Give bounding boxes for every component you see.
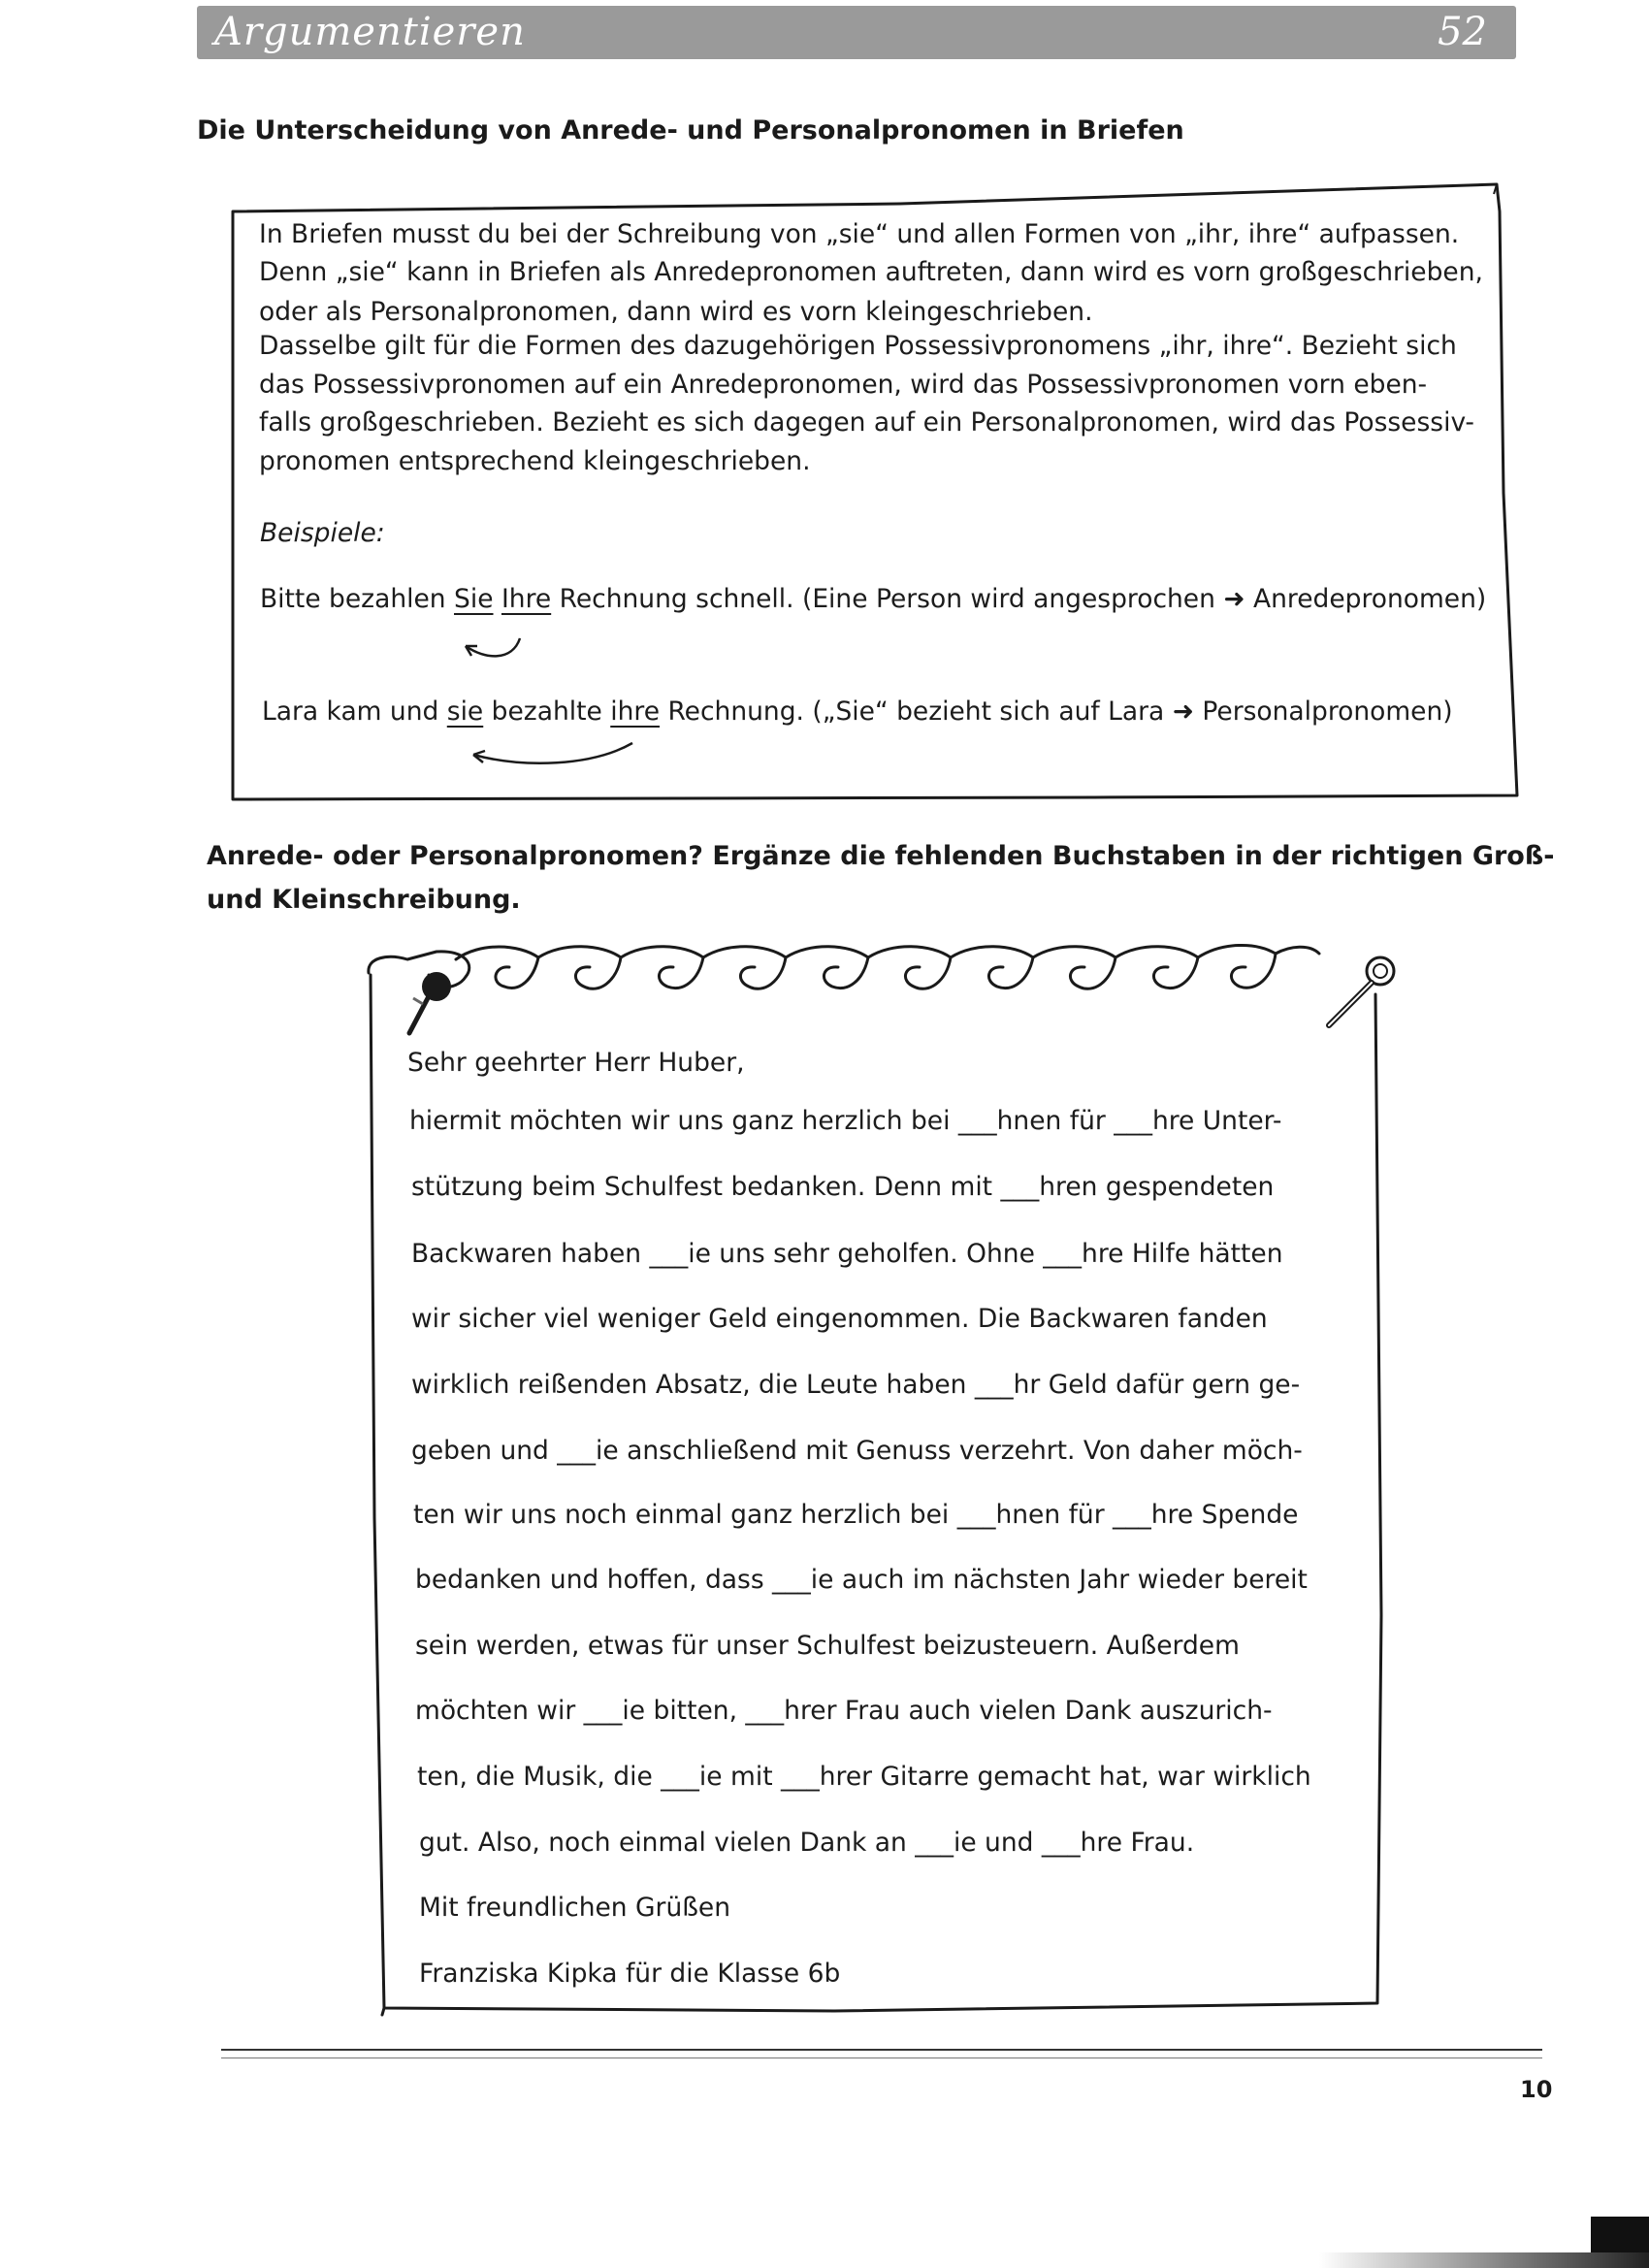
example-underlined-word: sie [446,697,484,727]
curved-arrow-icon [466,739,640,778]
example-underlined-word: Sie [454,584,494,614]
letter-line: wir sicher viel weniger Geld eingenommen. Die Backwaren fanden [411,1304,1268,1334]
examples-label: Beispiele: [260,518,385,548]
arrow-right-icon: ➜ [1172,697,1194,727]
chapter-number: 52 [1438,10,1487,54]
example-underlined-word: Ihre [501,584,552,614]
rule-line: oder als Personalpronomen, dann wird es vorn kleingeschrieben. [259,297,1093,327]
letter-line: bedanken und hoffen, dass ___ie auch im nächsten Jahr wieder bereit [415,1565,1308,1595]
footer-rule-secondary [221,2057,1542,2058]
chapter-title: Argumentieren [214,10,526,54]
example-text: bezahlte [483,697,611,727]
example-text: Rechnung schnell. (Eine Person wird angesprochen [551,584,1224,614]
lollipop-icon [1329,957,1394,1025]
letter-line: ten wir uns noch einmal ganz herzlich bei ___hnen für ___hre Spende [413,1500,1299,1530]
page-number: 10 [1520,2076,1553,2103]
letter-line: stützung beim Schulfest bedanken. Denn mit ___hren gespendeten [411,1172,1275,1202]
letter-signature: Franziska Kipka für die Klasse 6b [419,1959,841,1989]
example-sentence-1 [260,584,1486,614]
section-heading-exercise: Anrede- oder Personalpronomen? Ergänze die fehlenden Buchstaben in der richtigen Groß- [207,841,1555,871]
letter-line: gut. Also, noch einmal vielen Dank an ___ie und ___hre Frau. [419,1828,1195,1858]
example-text: Lara kam und [262,697,447,727]
letter-line: sein werden, etwas für unser Schulfest beizusteuern. Außerdem [415,1631,1240,1661]
letter-line: hiermit möchten wir uns ganz herzlich bei ___hnen für ___hre Unter- [409,1106,1282,1136]
rule-line: Denn „sie“ kann in Briefen als Anredepronomen auftreten, dann wird es vorn großgeschrieben, [259,257,1483,287]
letter-note-frame [349,936,1406,2027]
letter-line: möchten wir ___ie bitten, ___hrer Frau auch vielen Dank auszurich- [415,1696,1273,1726]
example-text: Rechnung. („Sie“ bezieht sich auf Lara [660,697,1173,727]
rule-line: das Possessivpronomen auf ein Anredepronomen, wird das Possessivpronomen vorn eben- [259,370,1428,400]
curved-arrow-icon [456,632,534,667]
rule-line: pronomen entsprechend kleingeschrieben. [259,446,811,476]
rule-line: Dasselbe gilt für die Formen des dazugehörigen Possessivpronomens „ihr, ihre“. Bezieht sich [259,331,1457,361]
footer-rule [221,2049,1542,2051]
scan-shadow-bottom [0,2252,1649,2268]
example-underlined-word: ihre [610,697,661,727]
chapter-header-bar [197,6,1516,59]
letter-closing: Mit freundlichen Grüßen [419,1893,731,1923]
letter-salutation: Sehr geehrter Herr Huber, [407,1048,745,1078]
arrow-right-icon: ➜ [1223,584,1245,614]
rule-line: In Briefen musst du bei der Schreibung von „sie“ und allen Formen von „ihr, ihre“ aufpassen. [259,219,1460,249]
section-heading-rule: Die Unterscheidung von Anrede- und Personalpronomen in Briefen [197,115,1184,146]
rule-line: falls großgeschrieben. Bezieht es sich dagegen auf ein Personalpronomen, wird das Possessiv- [259,407,1474,437]
example-text: Bitte bezahlen [260,584,455,614]
section-heading-exercise-cont: und Kleinschreibung. [207,885,521,915]
letter-line: geben und ___ie anschließend mit Genuss verzehrt. Von daher möch- [411,1436,1303,1466]
example-sentence-2 [262,697,1453,727]
pin-icon [409,972,451,1033]
example-text: Personalpronomen) [1193,697,1453,727]
letter-line: Backwaren haben ___ie uns sehr geholfen. Ohne ___hre Hilfe hätten [411,1239,1283,1269]
letter-line: wirklich reißenden Absatz, die Leute haben ___hr Geld dafür gern ge- [411,1370,1301,1400]
example-text: Anredepronomen) [1245,584,1487,614]
letter-line: ten, die Musik, die ___ie mit ___hrer Gitarre gemacht hat, war wirklich [417,1762,1311,1792]
